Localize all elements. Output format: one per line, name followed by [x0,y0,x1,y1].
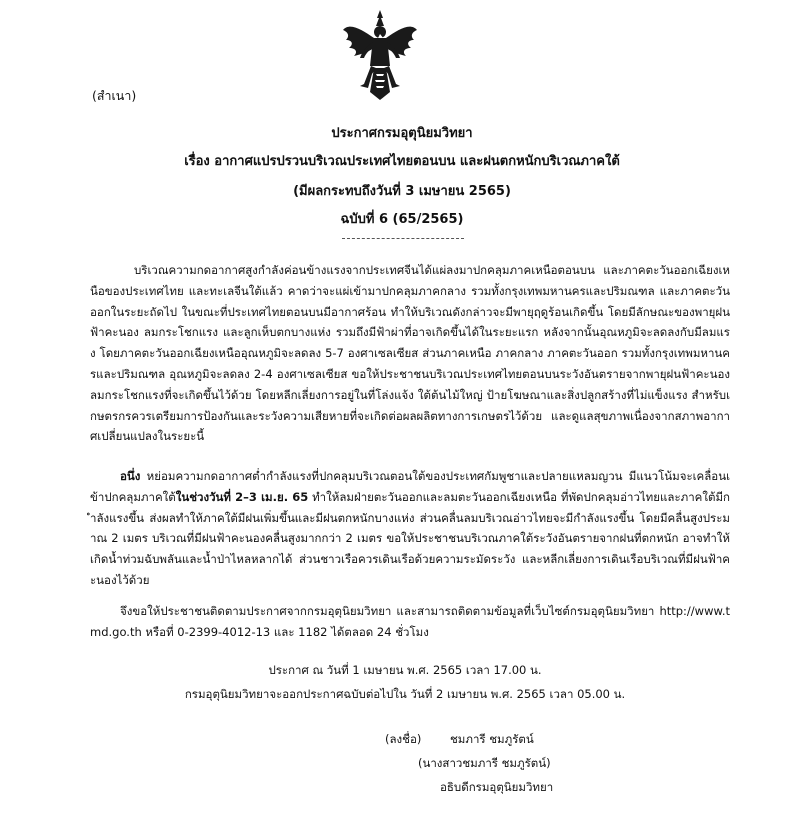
paragraph-south [90,466,730,591]
subject-line: เรื่อง อากาศแปรปรวนบริเวณประเทศไทยตอนบน และฝนตกหนักบริเวณภาคใต้ [184,154,620,169]
next-issue: กรมอุตุนิยมวิทยาจะออกประกาศฉบับต่อไปใน วันที่ 2 เมษายน พ.ศ. 2565 เวลา 05.00 น. [184,687,626,701]
copy-label: (สำเนา) [92,88,137,103]
paragraph-lead: อนึ่ง [120,469,141,483]
issue-number: ฉบับที่ 6 (65/2565) [340,212,464,227]
signature-label: (ลงชื่อ) [385,732,422,746]
org-title: ประกาศกรมอุตุนิยมวิทยา [331,126,473,141]
divider [342,238,464,239]
garuda-emblem-icon [340,8,420,104]
paragraph-contact: จึงขอให้ประชาชนติดตามประกาศจากกรมอุตุนิยมวิทยา และสามารถติดตามข้อมูลที่เว็บไซต์กรมอุตุนิยมวิทยา http://www.tmd.go.th หรือที่ 0-2399-4012-13 และ 1182 ได้ตลอด 24 ชั่วโมง [90,604,730,639]
paragraph-south-text-b: ทำให้ลมฝ่ายตะวันออกและลมตะวันออกเฉียงเหนือ ที่พัดปกคลุมอ่าวไทยและภาคใต้มีกำลังแรงขึ้น ส่งผลทำให้ภาคใต้มีฝนเพิ่มขึ้นและมีฝนตกหนักบางแห่ง ส่วนคลื่นลมบริเวณอ่าวไทยจะมีกำลังแรงขึ้น โดยมีคลื่นสูงประมาณ 2 เมตร บริเวณที่มีฝนฟ้าคะนองคลื่นสูงมากกว่า 2 เมตร ขอให้ประชาชนบริเวณภาคใต้ระวังอันตรายจากฝนที่ตกหนัก อาจทำให้เกิดน้ำท่วมฉับพลันและน้ำป่าไหลหลากได้ ส่วนชาวเรือควรเดินเรือด้วยความระมัดระวัง และหลีกเลี่ยงการเดินเรือบริเวณที่มีฝนฟ้าคะนองไว้ด้วย [90,489,730,587]
signature-name: ชมภารี ชมภูรัตน์ [450,732,534,746]
paragraph-south-text-a: หย่อมความกดอากาศต่ำกำลังแรงที่ปกคลุมบริเวณตอนใต้ของประเทศกัมพูชาและปลายแหลมญวน มีแนวโน้มจะเคลื่อนเข้าปกคลุมภาคใต้ [90,469,730,504]
issued-date: ประกาศ ณ วันที่ 1 เมษายน พ.ศ. 2565 เวลา 17.00 น. [268,663,542,677]
effective-date: (มีผลกระทบถึงวันที่ 3 เมษายน 2565) [293,184,511,199]
paragraph-south-date: ในช่วงวันที่ 2–3 เม.ย. 65 [175,489,309,504]
signature-full-name: (นางสาวชมภารี ชมภูรัตน์) [418,756,551,770]
paragraph-main: บริเวณความกดอากาศสูงกำลังค่อนข้างแรงจากประเทศจีนได้แผ่ลงมาปกคลุมภาคเหนือตอนบน และภาคตะวันออกเฉียงเหนือของประเทศไทย และทะเลจีนใต้แล้ว คาดว่าจะแผ่เข้ามาปกคลุมภาคกลาง รวมทั้งกรุงเทพมหานครและปริมณฑล และภาคตะวันออกในระยะถัดไป ในขณะที่ประเทศไทยตอนบนมีอากาศร้อน ทำให้บริเวณดังกล่าวจะมีพายุฤดูร้อนเกิดขึ้น โดยมีลักษณะของพายุฝนฟ้าคะนอง ลมกระโชกแรง และลูกเห็บตกบางแห่ง รวมถึงมีฟ้าผ่าที่อาจเกิดขึ้นได้ในระยะแรก หลังจากนั้นอุณหภูมิจะลดลงกับมีลมแรง โดยภาคตะวันออกเฉียงเหนืออุณหภูมิจะลดลง 5-7 องศาเซลเซียส ส่วนภาคเหนือ ภาคกลาง ภาคตะวันออก รวมทั้งกรุงเทพมหานครและปริมณฑล อุณหภูมิจะลดลง 2-4 องศาเซลเซียส ขอให้ประชาชนบริเวณประเทศไทยตอนบนระวังอันตรายจากพายุฝนฟ้าคะนอง ลมกระโชกแรงที่จะเกิดขึ้นไว้ด้วย โดยหลีกเลี่ยงการอยู่ในที่โล่งแจ้ง ใต้ต้นไม้ใหญ่ ป้ายโฆษณาและสิ่งปลูกสร้างที่ไม่แข็งแรง สำหรับเกษตรกรควรเตรียมการป้องกันและระวังความเสียหายที่จะเกิดต่อผลผลิตทางการเกษตรไว้ด้วย และดูแลสุขภาพเนื่องจากสภาพอากาศเปลี่ยนแปลงในระยะนี้ [90,263,730,444]
signature-title: อธิบดีกรมอุตุนิยมวิทยา [440,780,554,794]
